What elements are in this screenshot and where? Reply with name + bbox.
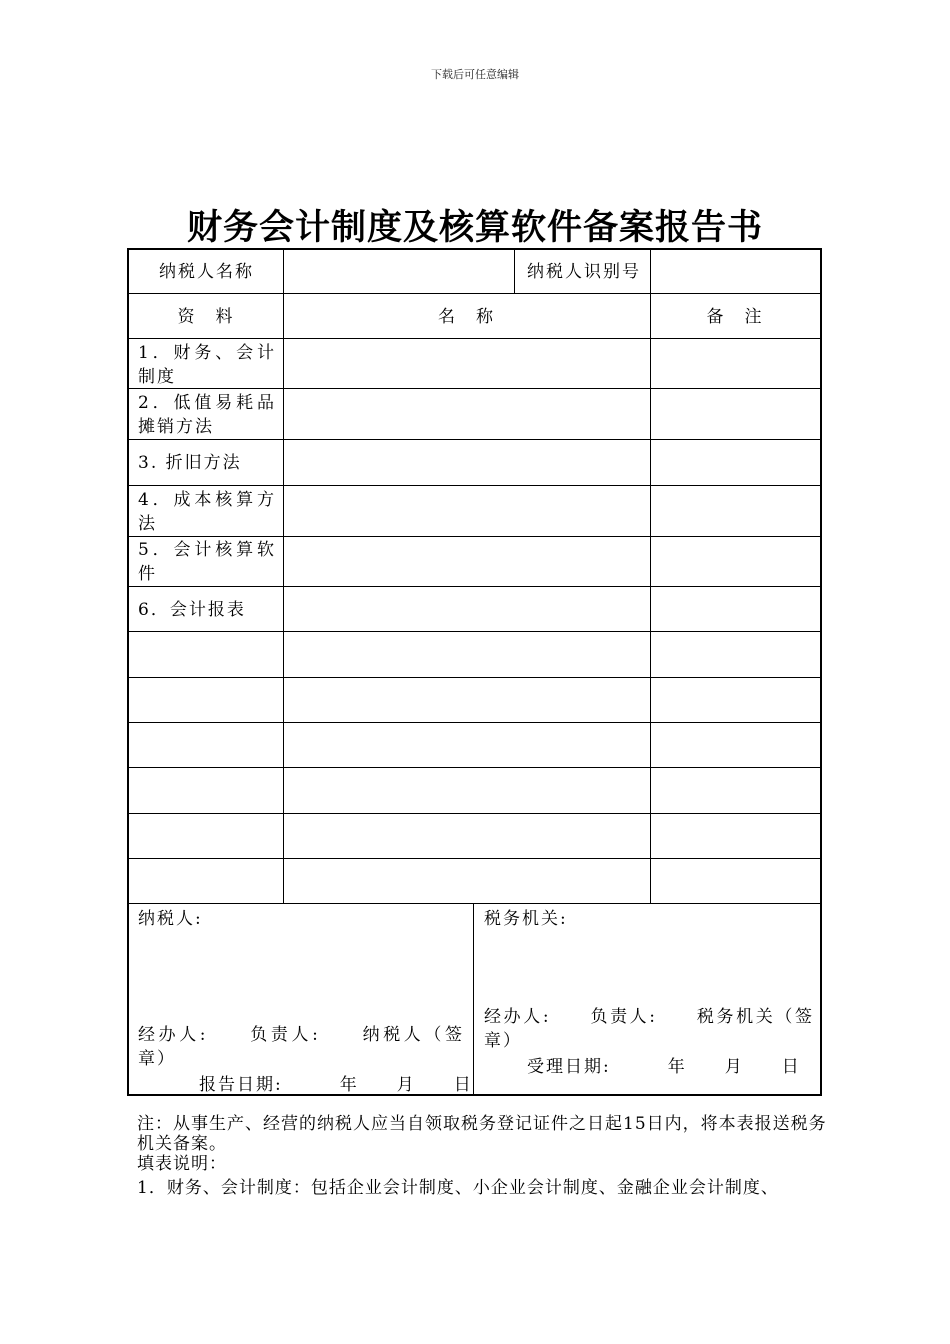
- item-accounting-software: 5．会计核算软件: [138, 540, 276, 584]
- taxpayer-report-date: 报告日期: 年 月 日: [199, 1075, 473, 1095]
- authority-heading: 税务机关:: [484, 909, 568, 929]
- column-divider: [283, 250, 284, 903]
- taxpayer-id-label: 纳税人识别号: [527, 262, 641, 282]
- taxpayer-name-label: 纳税人名称: [159, 262, 254, 282]
- row-divider: [129, 536, 820, 537]
- row-divider: [129, 293, 820, 294]
- row-divider: [129, 485, 820, 486]
- authority-accept-date: 受理日期: 年 月 日: [527, 1057, 801, 1077]
- column-divider: [514, 250, 515, 293]
- header-note: 下载后可任意编辑: [431, 68, 519, 81]
- column-header-name: 名 称: [438, 307, 495, 327]
- report-form: [127, 248, 822, 1096]
- taxpayer-sign-line: 经办人: 负责人: 纳税人（签章）: [138, 1025, 464, 1069]
- row-divider: [129, 767, 820, 768]
- item-low-value-consumables: 2．低值易耗品摊销方法: [138, 393, 276, 437]
- row-divider: [129, 677, 820, 678]
- row-divider: [129, 338, 820, 339]
- row-divider: [129, 722, 820, 723]
- column-divider: [650, 250, 651, 903]
- authority-sign-line: 经办人: 负责人: 税务机关（签章）: [484, 1007, 814, 1051]
- item-accounting-reports: 6．会计报表: [138, 600, 246, 620]
- row-divider: [129, 858, 820, 859]
- row-divider: [129, 903, 820, 904]
- column-header-remark: 备 注: [706, 307, 764, 327]
- column-header-material: 资 料: [177, 307, 235, 327]
- fill-instructions-heading: 填表说明：: [137, 1154, 227, 1174]
- fill-instruction-1: 1．财务、会计制度：包括企业会计制度、小企业会计制度、金融企业会计制度、: [137, 1178, 779, 1198]
- item-cost-accounting: 4．成本核算方法: [138, 490, 276, 534]
- row-divider: [129, 631, 820, 632]
- notes-section: [137, 1114, 827, 1198]
- taxpayer-heading: 纳税人:: [138, 909, 203, 929]
- item-depreciation: 3. 折旧方法: [138, 453, 242, 473]
- note-filing-deadline: 注：从事生产、经营的纳税人应当自领取税务登记证件之日起15日内，将本表报送税务机关备案。: [137, 1114, 827, 1154]
- row-divider: [129, 439, 820, 440]
- item-accounting-system: 1．财务、会计制度: [138, 343, 276, 387]
- column-divider: [473, 903, 474, 1094]
- row-divider: [129, 813, 820, 814]
- form-title: 财务会计制度及核算软件备案报告书: [186, 208, 763, 248]
- row-divider: [129, 586, 820, 587]
